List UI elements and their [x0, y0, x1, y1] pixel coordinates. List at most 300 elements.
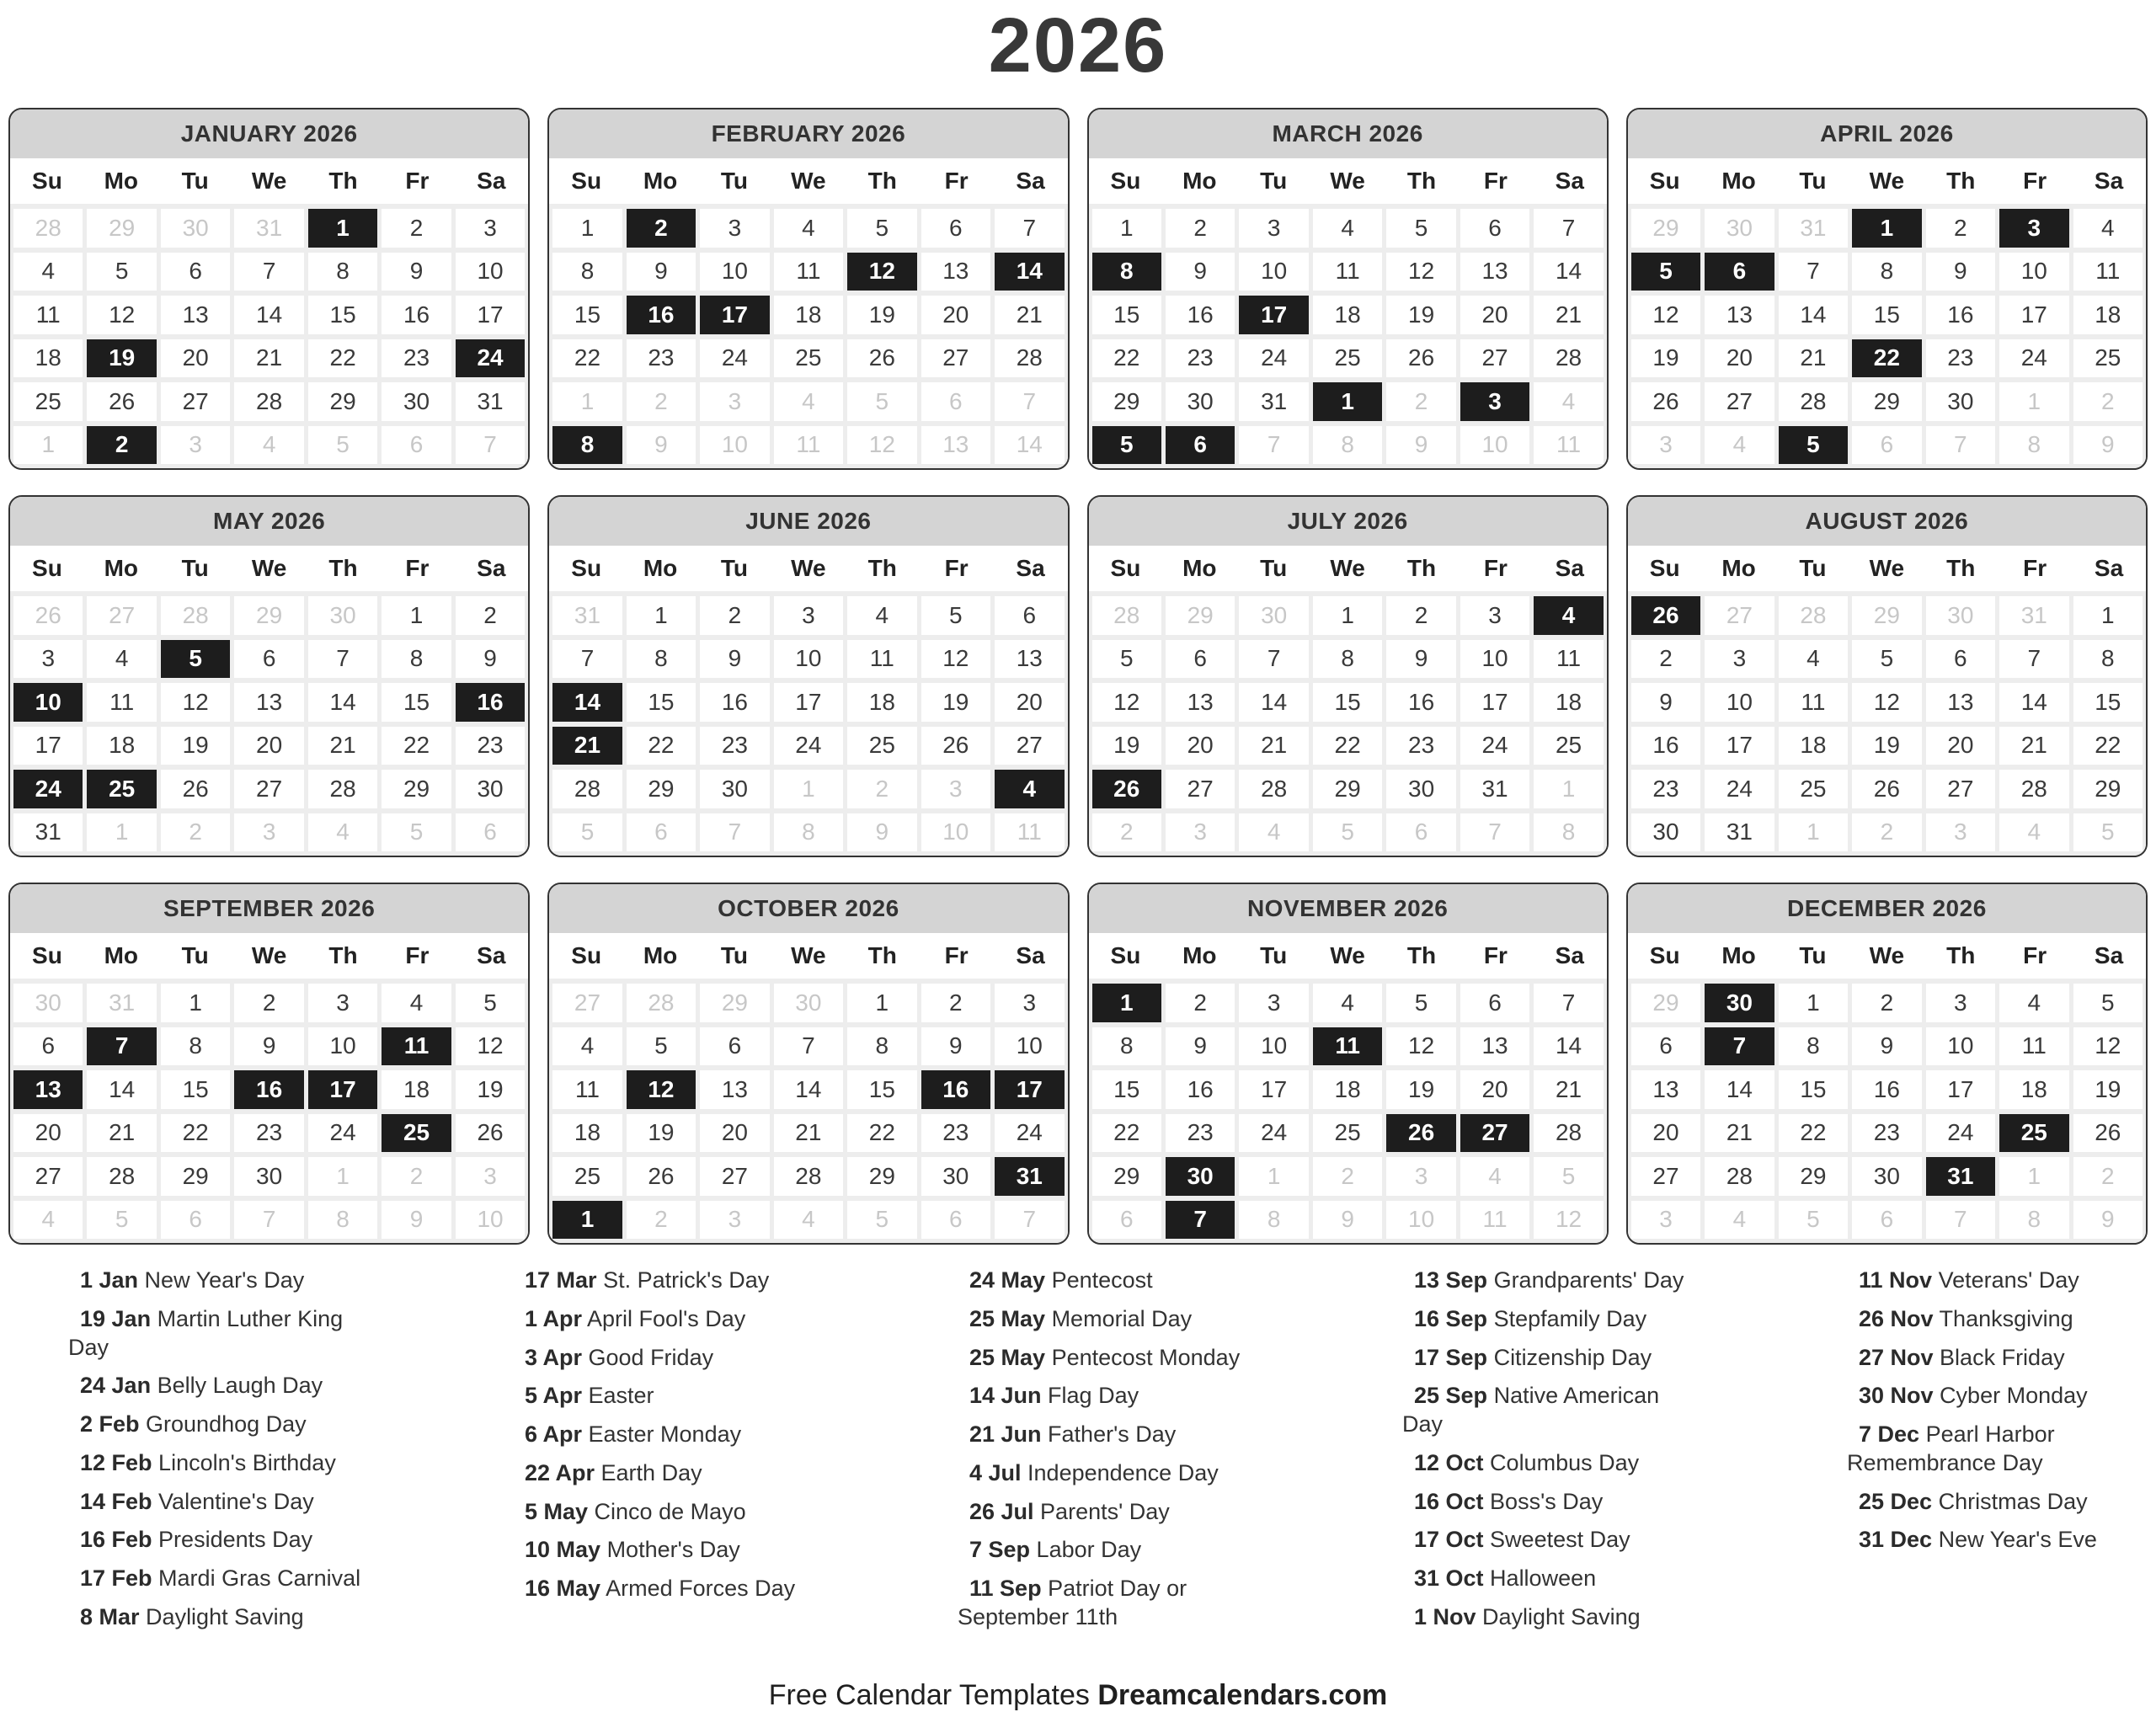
date-cell: 19 [627, 1114, 696, 1153]
holiday-date: 2 Feb [80, 1411, 140, 1437]
date-cell: 6 [1092, 1201, 1161, 1240]
date-cell: 2 [1166, 209, 1235, 248]
weekday-label: Su [1649, 555, 1680, 581]
date-cell: 3 [1631, 426, 1700, 465]
date-cell-holiday: 26 [1386, 1114, 1455, 1153]
date-cell: 27 [13, 1157, 83, 1196]
holiday-column [68, 1267, 363, 1642]
date-cell: 14 [1534, 1027, 1603, 1066]
date-cell: 5 [2073, 813, 2143, 852]
date-cell: 29 [382, 770, 451, 808]
date-cell: 29 [627, 770, 696, 808]
date-cell: 10 [308, 1027, 377, 1066]
date-cell: 25 [1313, 1114, 1382, 1153]
date-cell: 1 [308, 1157, 377, 1196]
date-cell: 16 [1166, 1070, 1235, 1109]
weekday-label: We [1330, 555, 1365, 581]
date-cell: 2 [2073, 382, 2143, 421]
date-cell: 30 [1631, 813, 1700, 852]
date-cell-holiday: 6 [1166, 426, 1235, 465]
date-cell: 29 [1852, 596, 1921, 635]
month-header: APRIL 2026 [1628, 109, 2146, 158]
date-cell: 8 [1534, 813, 1603, 852]
date-cell: 23 [382, 339, 451, 378]
date-cell-holiday: 3 [1999, 209, 2068, 248]
holiday-date: 14 Feb [80, 1488, 152, 1514]
date-cell: 30 [1926, 382, 1995, 421]
holiday-column [958, 1267, 1252, 1642]
date-cell: 29 [308, 382, 377, 421]
holiday-item: 10 May Mother's Day [525, 1537, 740, 1563]
date-cell: 23 [1926, 339, 1995, 378]
date-cell: 31 [87, 984, 156, 1022]
date-cell-holiday: 1 [1852, 209, 1921, 248]
holiday-date: 30 Nov [1859, 1383, 1934, 1409]
brand-link[interactable]: Dreamcalendars.com [1097, 1678, 1388, 1711]
date-cell: 12 [1534, 1201, 1603, 1240]
holiday-item: 25 May Pentecost Monday [969, 1344, 1241, 1370]
date-cell: 3 [700, 1201, 769, 1240]
weekday-label: Fr [2023, 168, 2047, 194]
date-cell: 7 [700, 813, 769, 852]
date-cell: 26 [921, 727, 990, 765]
date-cell: 18 [1779, 727, 1848, 765]
date-cell: 7 [774, 1027, 843, 1066]
weekday-label: Tu [1260, 168, 1288, 194]
date-cell-holiday: 1 [1092, 984, 1161, 1022]
date-cell: 15 [1313, 683, 1382, 722]
date-cell: 10 [1239, 253, 1308, 291]
date-cell: 5 [1779, 1201, 1848, 1240]
date-cell: 7 [995, 1201, 1064, 1240]
date-cell: 28 [1092, 596, 1161, 635]
date-cell: 10 [1999, 253, 2068, 291]
weekday-row [1628, 158, 2146, 204]
date-cell: 14 [1239, 683, 1308, 722]
date-cell: 6 [921, 382, 990, 421]
date-cell: 9 [1166, 253, 1235, 291]
date-cell: 15 [1779, 1070, 1848, 1109]
weekday-label: Fr [1483, 555, 1508, 581]
weekday-label: Sa [477, 942, 506, 968]
date-cell-holiday: 17 [995, 1070, 1064, 1109]
holiday-item: 11 Sep Patriot Day or September 11th [958, 1576, 1187, 1629]
date-cell: 22 [1092, 339, 1161, 378]
date-cell: 18 [1999, 1070, 2068, 1109]
month-header: JULY 2026 [1089, 497, 1607, 546]
date-cell: 5 [847, 382, 916, 421]
weekday-label: Th [1946, 168, 1976, 194]
date-cell: 17 [13, 727, 83, 765]
calendar-page [0, 3, 2156, 1712]
holiday-item: 14 Feb Valentine's Day [80, 1488, 314, 1514]
date-cell-holiday: 24 [456, 339, 525, 378]
date-cell: 6 [995, 596, 1064, 635]
date-cell: 21 [1705, 1114, 1774, 1153]
date-cell: 8 [1313, 426, 1382, 465]
date-cell: 13 [1166, 683, 1235, 722]
date-cell: 4 [1313, 984, 1382, 1022]
date-cell: 3 [308, 984, 377, 1022]
date-cell: 2 [921, 984, 990, 1022]
date-cell: 10 [995, 1027, 1064, 1066]
date-cell: 30 [456, 770, 525, 808]
date-cell: 23 [456, 727, 525, 765]
date-cell: 10 [1460, 640, 1529, 679]
holiday-date: 16 Oct [1414, 1488, 1484, 1514]
date-cell-holiday: 10 [13, 683, 83, 722]
weekday-label: We [1869, 555, 1905, 581]
date-cell: 28 [1239, 770, 1308, 808]
date-cell: 13 [995, 640, 1064, 679]
date-cell: 10 [1926, 1027, 1995, 1066]
date-cell: 1 [13, 426, 83, 465]
date-cell: 6 [1926, 640, 1995, 679]
date-cell: 8 [1999, 426, 2068, 465]
date-cell: 12 [2073, 1027, 2143, 1066]
date-cell: 5 [1852, 640, 1921, 679]
month-header: OCTOBER 2026 [549, 884, 1067, 933]
date-cell: 2 [1386, 596, 1455, 635]
weekday-label: Th [1946, 555, 1976, 581]
date-cell: 31 [1239, 382, 1308, 421]
weekday-label: We [1330, 168, 1365, 194]
date-cell: 26 [2073, 1114, 2143, 1153]
date-cell: 14 [774, 1070, 843, 1109]
weekday-row [1628, 933, 2146, 979]
weekday-label: Tu [1799, 555, 1827, 581]
date-cell: 12 [1092, 683, 1161, 722]
date-cell: 22 [627, 727, 696, 765]
date-cell: 28 [308, 770, 377, 808]
date-cell: 9 [1386, 640, 1455, 679]
date-cell: 19 [847, 296, 916, 334]
date-cell: 3 [1631, 1201, 1700, 1240]
month-card [547, 495, 1069, 857]
date-cell: 18 [382, 1070, 451, 1109]
date-cell: 3 [1386, 1157, 1455, 1196]
date-cell: 26 [13, 596, 83, 635]
date-cell: 6 [1460, 984, 1529, 1022]
weekday-label: Tu [1260, 942, 1288, 968]
weekday-row [1089, 158, 1607, 204]
date-cell: 2 [627, 1201, 696, 1240]
weekday-label: Mo [643, 168, 678, 194]
date-cell-holiday: 17 [308, 1070, 377, 1109]
date-cell: 25 [774, 339, 843, 378]
date-cell: 4 [2073, 209, 2143, 248]
weekday-label: Mo [1182, 555, 1217, 581]
holiday-item: 7 Dec Pearl Harbor Remembrance Day [1847, 1421, 2055, 1475]
holiday-date: 3 Apr [525, 1344, 583, 1370]
date-cell-holiday: 1 [552, 1201, 622, 1240]
date-cell: 8 [774, 813, 843, 852]
date-cell: 4 [1779, 640, 1848, 679]
date-cell: 30 [1386, 770, 1455, 808]
date-cell: 9 [700, 640, 769, 679]
date-cell-holiday: 26 [1092, 770, 1161, 808]
date-cell: 5 [1534, 1157, 1603, 1196]
date-cell: 20 [1460, 1070, 1529, 1109]
date-cell: 28 [995, 339, 1064, 378]
holiday-item: 3 Apr Good Friday [525, 1344, 714, 1370]
date-cell: 12 [921, 640, 990, 679]
date-cell: 14 [1705, 1070, 1774, 1109]
page-title: 2026 [988, 3, 1168, 88]
weekday-label: Fr [405, 168, 430, 194]
date-cell: 14 [308, 683, 377, 722]
holiday-item: 16 Feb Presidents Day [80, 1527, 313, 1553]
date-cell: 8 [1999, 1201, 2068, 1240]
date-cell: 8 [1313, 640, 1382, 679]
date-cell: 9 [1166, 1027, 1235, 1066]
date-cell: 20 [1166, 727, 1235, 765]
date-cell: 6 [1852, 426, 1921, 465]
date-cell: 13 [1926, 683, 1995, 722]
date-cell: 8 [308, 253, 377, 291]
date-cell: 1 [774, 770, 843, 808]
date-cell: 5 [382, 813, 451, 852]
date-cell: 6 [1460, 209, 1529, 248]
date-cell: 29 [234, 596, 303, 635]
date-cell: 6 [1631, 1027, 1700, 1066]
date-cell: 30 [1926, 596, 1995, 635]
weekday-label: Mo [1721, 168, 1756, 194]
date-cell: 7 [308, 640, 377, 679]
date-cell-holiday: 26 [1631, 596, 1700, 635]
holiday-date: 25 Dec [1859, 1488, 1933, 1514]
weekday-label: Fr [1483, 168, 1508, 194]
holiday-item: 25 Sep Native American Day [1402, 1383, 1660, 1437]
date-cell-holiday: 4 [1534, 596, 1603, 635]
date-cell: 6 [700, 1027, 769, 1066]
month-card [1087, 883, 1609, 1245]
date-cell: 8 [161, 1027, 230, 1066]
date-cell: 11 [847, 640, 916, 679]
weekday-label: Tu [720, 555, 749, 581]
date-cell: 23 [921, 1114, 990, 1153]
date-cell: 29 [1092, 382, 1161, 421]
holiday-item: 14 Jun Flag Day [969, 1383, 1139, 1409]
weekday-label: We [251, 555, 287, 581]
date-cell: 3 [456, 209, 525, 248]
date-cell: 8 [1852, 253, 1921, 291]
holiday-date: 24 Jan [80, 1373, 152, 1399]
date-grid [1089, 591, 1607, 856]
date-cell: 8 [627, 640, 696, 679]
date-cell-holiday: 1 [308, 209, 377, 248]
date-cell: 29 [1631, 209, 1700, 248]
date-cell: 21 [1534, 296, 1603, 334]
holiday-date: 7 Dec [1859, 1421, 1920, 1447]
weekday-label: Fr [2023, 555, 2047, 581]
month-card [8, 108, 530, 470]
date-cell: 3 [700, 209, 769, 248]
date-cell: 19 [1852, 727, 1921, 765]
date-cell: 11 [774, 253, 843, 291]
date-cell: 7 [995, 382, 1064, 421]
date-grid [10, 204, 528, 468]
date-cell: 4 [1239, 813, 1308, 852]
date-cell: 17 [1999, 296, 2068, 334]
date-cell-holiday: 17 [700, 296, 769, 334]
date-cell-holiday: 13 [13, 1070, 83, 1109]
date-cell: 16 [1852, 1070, 1921, 1109]
holiday-item: 7 Sep Labor Day [969, 1537, 1142, 1563]
date-cell: 7 [1999, 640, 2068, 679]
date-cell: 24 [1705, 770, 1774, 808]
weekday-label: Mo [1721, 555, 1756, 581]
date-cell: 28 [1534, 339, 1603, 378]
holiday-date: 24 May [969, 1267, 1046, 1293]
date-cell: 31 [456, 382, 525, 421]
date-cell: 30 [234, 1157, 303, 1196]
date-cell: 19 [456, 1070, 525, 1109]
holiday-date: 25 May [969, 1305, 1046, 1331]
date-cell: 22 [1092, 1114, 1161, 1153]
month-header: NOVEMBER 2026 [1089, 884, 1607, 933]
date-cell: 23 [1166, 1114, 1235, 1153]
holiday-date: 31 Dec [1859, 1527, 1933, 1553]
date-cell: 4 [1705, 426, 1774, 465]
date-cell-holiday: 7 [1166, 1201, 1235, 1240]
date-cell-holiday: 6 [1705, 253, 1774, 291]
weekday-label: Th [328, 942, 358, 968]
date-cell: 3 [1460, 596, 1529, 635]
weekday-label: Su [571, 942, 602, 968]
weekday-label: We [1330, 942, 1365, 968]
date-cell-holiday: 31 [995, 1157, 1064, 1196]
date-cell: 22 [161, 1114, 230, 1153]
weekday-label: Fr [1483, 942, 1508, 968]
date-cell: 14 [87, 1070, 156, 1109]
date-cell: 28 [627, 984, 696, 1022]
holiday-date: 8 Mar [80, 1603, 140, 1629]
date-cell: 3 [700, 382, 769, 421]
weekday-label: Su [1649, 168, 1680, 194]
weekday-row [549, 933, 1067, 979]
date-cell: 31 [234, 209, 303, 248]
date-cell-holiday: 5 [161, 640, 230, 679]
month-card [547, 883, 1069, 1245]
date-cell: 27 [552, 984, 622, 1022]
date-cell: 3 [921, 770, 990, 808]
weekday-label: Sa [477, 168, 506, 194]
date-cell: 6 [161, 253, 230, 291]
weekday-label: Su [1649, 942, 1680, 968]
weekday-label: Fr [944, 168, 969, 194]
date-cell: 4 [1705, 1201, 1774, 1240]
date-cell: 7 [1239, 640, 1308, 679]
date-grid [1089, 979, 1607, 1243]
date-cell: 7 [1926, 1201, 1995, 1240]
date-cell: 31 [1460, 770, 1529, 808]
date-cell: 18 [552, 1114, 622, 1153]
date-cell: 1 [1779, 813, 1848, 852]
weekday-label: Sa [1016, 555, 1045, 581]
holiday-date: 1 Apr [525, 1305, 583, 1331]
date-cell: 4 [1534, 382, 1603, 421]
date-cell-holiday: 11 [1313, 1027, 1382, 1066]
holiday-date: 17 Sep [1414, 1344, 1488, 1370]
date-cell: 1 [1999, 382, 2068, 421]
date-cell-holiday: 21 [552, 727, 622, 765]
date-cell: 24 [1239, 1114, 1308, 1153]
weekday-label: Mo [1721, 942, 1756, 968]
date-cell-holiday: 2 [627, 209, 696, 248]
date-cell: 9 [1631, 683, 1700, 722]
date-cell: 5 [1092, 640, 1161, 679]
holiday-item: 1 Jan New Year's Day [80, 1267, 305, 1293]
date-cell: 15 [308, 296, 377, 334]
date-cell: 13 [161, 296, 230, 334]
date-cell: 29 [1779, 1157, 1848, 1196]
date-cell: 3 [1166, 813, 1235, 852]
date-cell: 29 [700, 984, 769, 1022]
date-cell: 22 [552, 339, 622, 378]
months-grid [8, 108, 2148, 1245]
holiday-date: 7 Sep [969, 1537, 1031, 1563]
date-cell: 22 [847, 1114, 916, 1153]
date-cell: 20 [700, 1114, 769, 1153]
date-cell: 25 [13, 382, 83, 421]
date-cell: 21 [995, 296, 1064, 334]
date-cell: 22 [1313, 727, 1382, 765]
weekday-label: Fr [2023, 942, 2047, 968]
date-cell: 9 [1926, 253, 1995, 291]
date-cell: 11 [2073, 253, 2143, 291]
date-cell: 11 [13, 296, 83, 334]
date-cell: 18 [1313, 1070, 1382, 1109]
date-cell: 8 [2073, 640, 2143, 679]
date-cell: 2 [1386, 382, 1455, 421]
holiday-date: 26 Nov [1859, 1305, 1934, 1331]
date-cell: 16 [382, 296, 451, 334]
date-cell: 3 [456, 1157, 525, 1196]
weekday-label: Su [1110, 555, 1141, 581]
date-cell: 14 [1779, 296, 1848, 334]
weekday-label: We [251, 168, 287, 194]
weekday-label: Mo [104, 942, 139, 968]
date-cell: 28 [774, 1157, 843, 1196]
date-cell: 10 [1239, 1027, 1308, 1066]
date-cell: 29 [1631, 984, 1700, 1022]
date-cell: 3 [1926, 984, 1995, 1022]
weekday-label: Fr [944, 555, 969, 581]
footer-text: Free Calendar Templates [768, 1678, 1098, 1711]
month-card [1626, 883, 2148, 1245]
date-cell-holiday: 25 [382, 1114, 451, 1153]
weekday-label: Tu [720, 942, 749, 968]
holiday-date: 17 Mar [525, 1267, 597, 1293]
month-header: MAY 2026 [10, 497, 528, 546]
weekday-label: Fr [405, 942, 430, 968]
date-cell: 21 [1239, 727, 1308, 765]
holiday-item: 24 May Pentecost [969, 1267, 1153, 1293]
weekday-label: We [1869, 168, 1905, 194]
weekday-label: Sa [477, 555, 506, 581]
date-cell: 3 [1239, 209, 1308, 248]
date-cell: 13 [921, 253, 990, 291]
holiday-item: 31 Dec New Year's Eve [1859, 1527, 2097, 1553]
date-cell: 9 [1313, 1201, 1382, 1240]
date-cell: 1 [1092, 209, 1161, 248]
date-cell: 30 [1705, 209, 1774, 248]
holiday-column [513, 1267, 808, 1642]
date-cell: 28 [1999, 770, 2068, 808]
date-cell: 29 [1166, 596, 1235, 635]
date-cell: 1 [1999, 1157, 2068, 1196]
